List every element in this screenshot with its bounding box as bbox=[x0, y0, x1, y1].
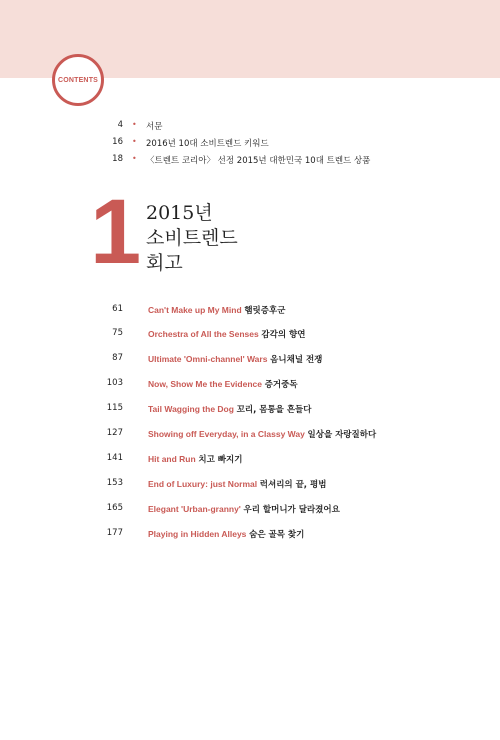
intro-title: 2016년 10대 소비트렌드 키워드 bbox=[146, 139, 269, 149]
toc-title-en: Ultimate 'Omni-channel' Wars bbox=[148, 354, 268, 364]
toc-title-en: Now, Show Me the Evidence bbox=[148, 379, 262, 389]
chapter-title-line: 회고 bbox=[146, 252, 183, 274]
toc-title-en: Tail Wagging the Dog bbox=[148, 404, 234, 414]
toc-item[interactable] bbox=[0, 428, 500, 444]
page-number: 165 bbox=[106, 503, 123, 513]
toc-title-ko: 숨은 골목 찾기 bbox=[249, 530, 305, 540]
contents-badge-label: CONTENTS bbox=[57, 76, 99, 84]
page-number: 153 bbox=[106, 478, 123, 488]
chapter-title-line: 소비트렌드 bbox=[146, 227, 238, 249]
toc-item[interactable] bbox=[0, 453, 500, 469]
chapter-number: 1 bbox=[90, 181, 142, 283]
toc-item[interactable] bbox=[0, 378, 500, 394]
toc-title-en: Orchestra of All the Senses bbox=[148, 329, 259, 339]
toc-item[interactable] bbox=[0, 328, 500, 344]
toc-item[interactable] bbox=[0, 403, 500, 419]
page-number: 115 bbox=[106, 403, 123, 413]
toc-title-ko: 우리 할머니가 달라졌어요 bbox=[243, 505, 340, 515]
page-number: 16 bbox=[112, 137, 123, 147]
toc-title-ko: 옴니채널 전쟁 bbox=[270, 355, 323, 365]
toc-title-ko: 감각의 향연 bbox=[261, 330, 306, 340]
toc-title-en: Can't Make up My Mind bbox=[148, 305, 242, 315]
toc-title-ko: 햄릿증후군 bbox=[244, 306, 286, 316]
toc-title-ko: 치고 빠지기 bbox=[198, 455, 243, 465]
intro-item[interactable] bbox=[0, 120, 500, 136]
toc-item[interactable] bbox=[0, 478, 500, 494]
chapter-title bbox=[146, 201, 238, 276]
bullet-dot: • bbox=[132, 120, 137, 129]
contents-badge bbox=[52, 54, 104, 106]
toc-title-en: Showing off Everyday, in a Classy Way bbox=[148, 429, 305, 439]
toc-title-ko: 럭셔리의 끝, 평범 bbox=[259, 480, 327, 490]
toc-title-ko: 일상을 자랑질하다 bbox=[307, 430, 377, 440]
toc-title-en: End of Luxury: just Normal bbox=[148, 479, 258, 489]
bullet-dot: • bbox=[132, 137, 137, 146]
page-number: 4 bbox=[117, 120, 123, 130]
toc-item[interactable] bbox=[0, 353, 500, 369]
page-number: 141 bbox=[106, 453, 123, 463]
page-number: 103 bbox=[106, 378, 123, 388]
page-number: 87 bbox=[112, 353, 123, 363]
bullet-dot: • bbox=[132, 154, 137, 163]
page-number: 127 bbox=[106, 428, 123, 438]
toc-title-ko: 증거중독 bbox=[264, 380, 298, 390]
toc-item[interactable] bbox=[0, 528, 500, 544]
toc-title-en: Hit and Run bbox=[148, 454, 196, 464]
toc-title-en: Playing in Hidden Alleys bbox=[148, 529, 247, 539]
chapter-title-line: 2015년 bbox=[146, 202, 213, 224]
intro-item[interactable] bbox=[0, 137, 500, 153]
intro-item[interactable] bbox=[0, 154, 500, 170]
page-number: 75 bbox=[112, 328, 123, 338]
page-number: 61 bbox=[112, 304, 123, 314]
toc-title-en: Elegant 'Urban-granny' bbox=[148, 504, 241, 514]
page-number: 177 bbox=[106, 528, 123, 538]
toc-item[interactable] bbox=[0, 503, 500, 519]
intro-title: 〈트렌트 코리아〉 선정 2015년 대한민국 10대 트렌드 상품 bbox=[146, 156, 371, 166]
intro-title: 서문 bbox=[146, 122, 163, 132]
page-number: 18 bbox=[112, 154, 123, 164]
toc-title-ko: 꼬리, 몸통을 흔들다 bbox=[236, 405, 312, 415]
toc-item[interactable] bbox=[0, 304, 500, 320]
